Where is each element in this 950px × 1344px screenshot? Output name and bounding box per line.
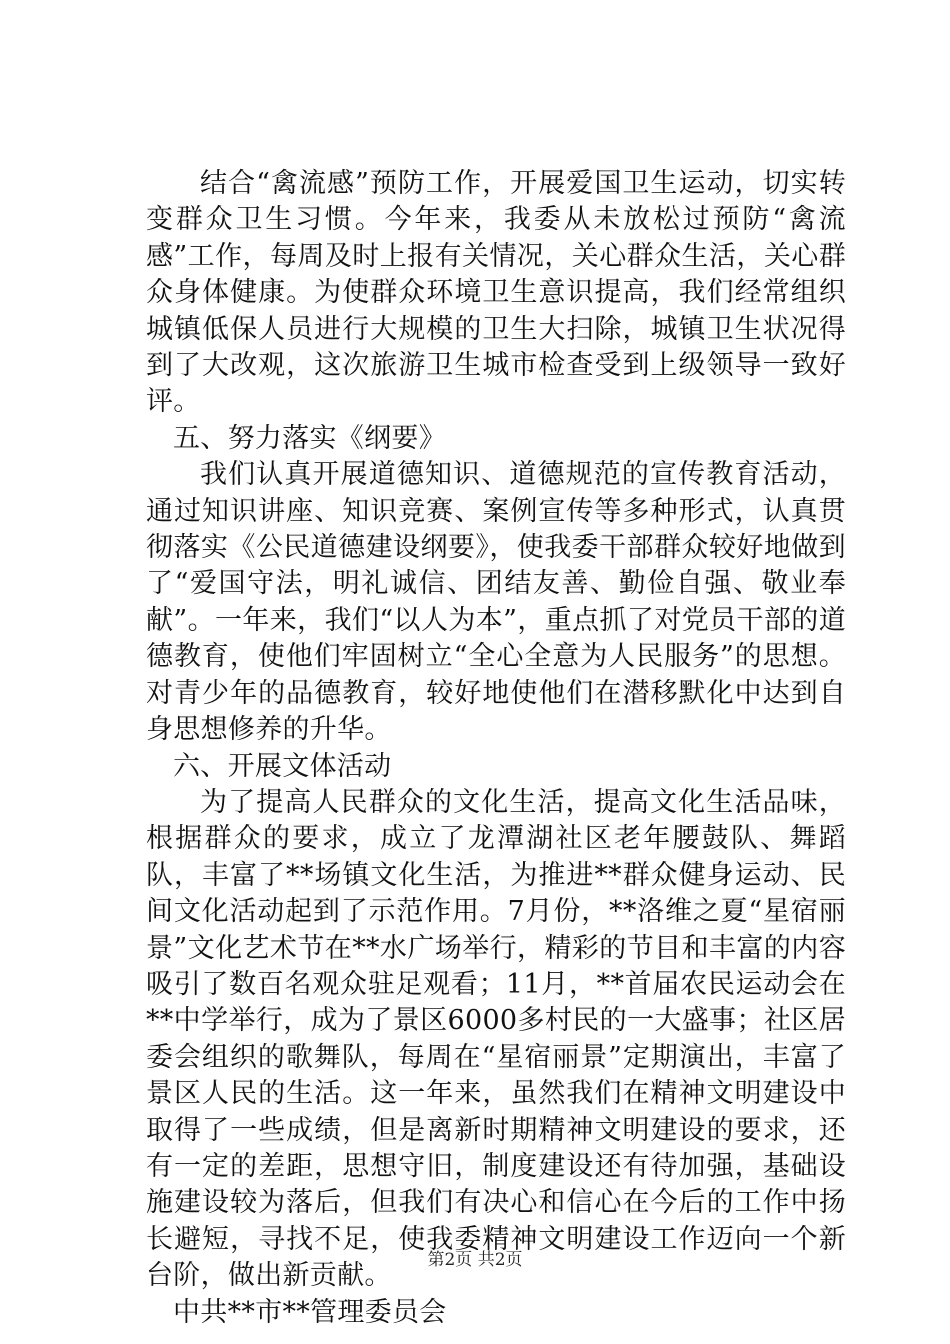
- signature-organization: 中共**市**管理委员会: [173, 1296, 447, 1328]
- paragraph-cultural-activities: 为了提高人民群众的文化生活，提高文化生活品味，根据群众的要求，成立了龙潭湖社区老年腰鼓队、舞蹈队，丰富了**场镇文化生活，为推进**群众健身运动、民间文化活动起到了示范作用。7月份，**洛维之夏“星宿丽景”文化艺术节在**水广场举行，精彩的节目和丰富的内容吸引了数百名观众驻足观看；11月，**首届农民运动会在**中学举行，成为了景区6000多村民的一大盛事；社区居委会组织的歌舞队，每周在“星宿丽景”定期演出，丰富了景区人民的生活。这一年来，虽然我们在精神文明建设中取得了一些成绩，但是离新时期精神文明建设的要求，还有一定的差距，思想守旧，制度建设还有待加强，基础设施建设较为落后，但我们有决心和信心在今后的工作中扬长避短，寻找不足，使我委精神文明建设工作迈向一个新台阶，做出新贡献。: [146, 786, 846, 1292]
- page-footer: 第2页 共2页: [427, 1250, 523, 1270]
- paragraph-hygiene-campaign: 结合“禽流感”预防工作，开展爱国卫生运动，切实转变群众卫生习惯。今年来，我委从未放松过预防“禽流感”工作，每周及时上报有关情况，关心群众生活，关心群众身体健康。为使群众环境卫生意识提高，我们经常组织城镇低保人员进行大规模的卫生大扫除，城镇卫生状况得到了大改观，这次旅游卫生城市检查受到上级领导一致好评。: [146, 168, 846, 418]
- paragraph-moral-education: 我们认真开展道德知识、道德规范的宣传教育活动，通过知识讲座、知识竞赛、案例宣传等多种形式，认真贯彻落实《公民道德建设纲要》，使我委干部群众较好地做到了“爱国守法，明礼诚信、团结友善、勤俭自强、敬业奉献”。一年来，我们“以人为本”，重点抓了对党员干部的道德教育，使他们牢固树立“全心全意为人民服务”的思想。对青少年的品德教育，较好地使他们在潜移默化中达到自身思想修养的升华。: [146, 459, 846, 746]
- document-body: [146, 166, 846, 1331]
- section-heading-outline: 五、努力落实《纲要》: [173, 422, 446, 454]
- section-heading-culture-sports: 六、开展文体活动: [173, 750, 392, 782]
